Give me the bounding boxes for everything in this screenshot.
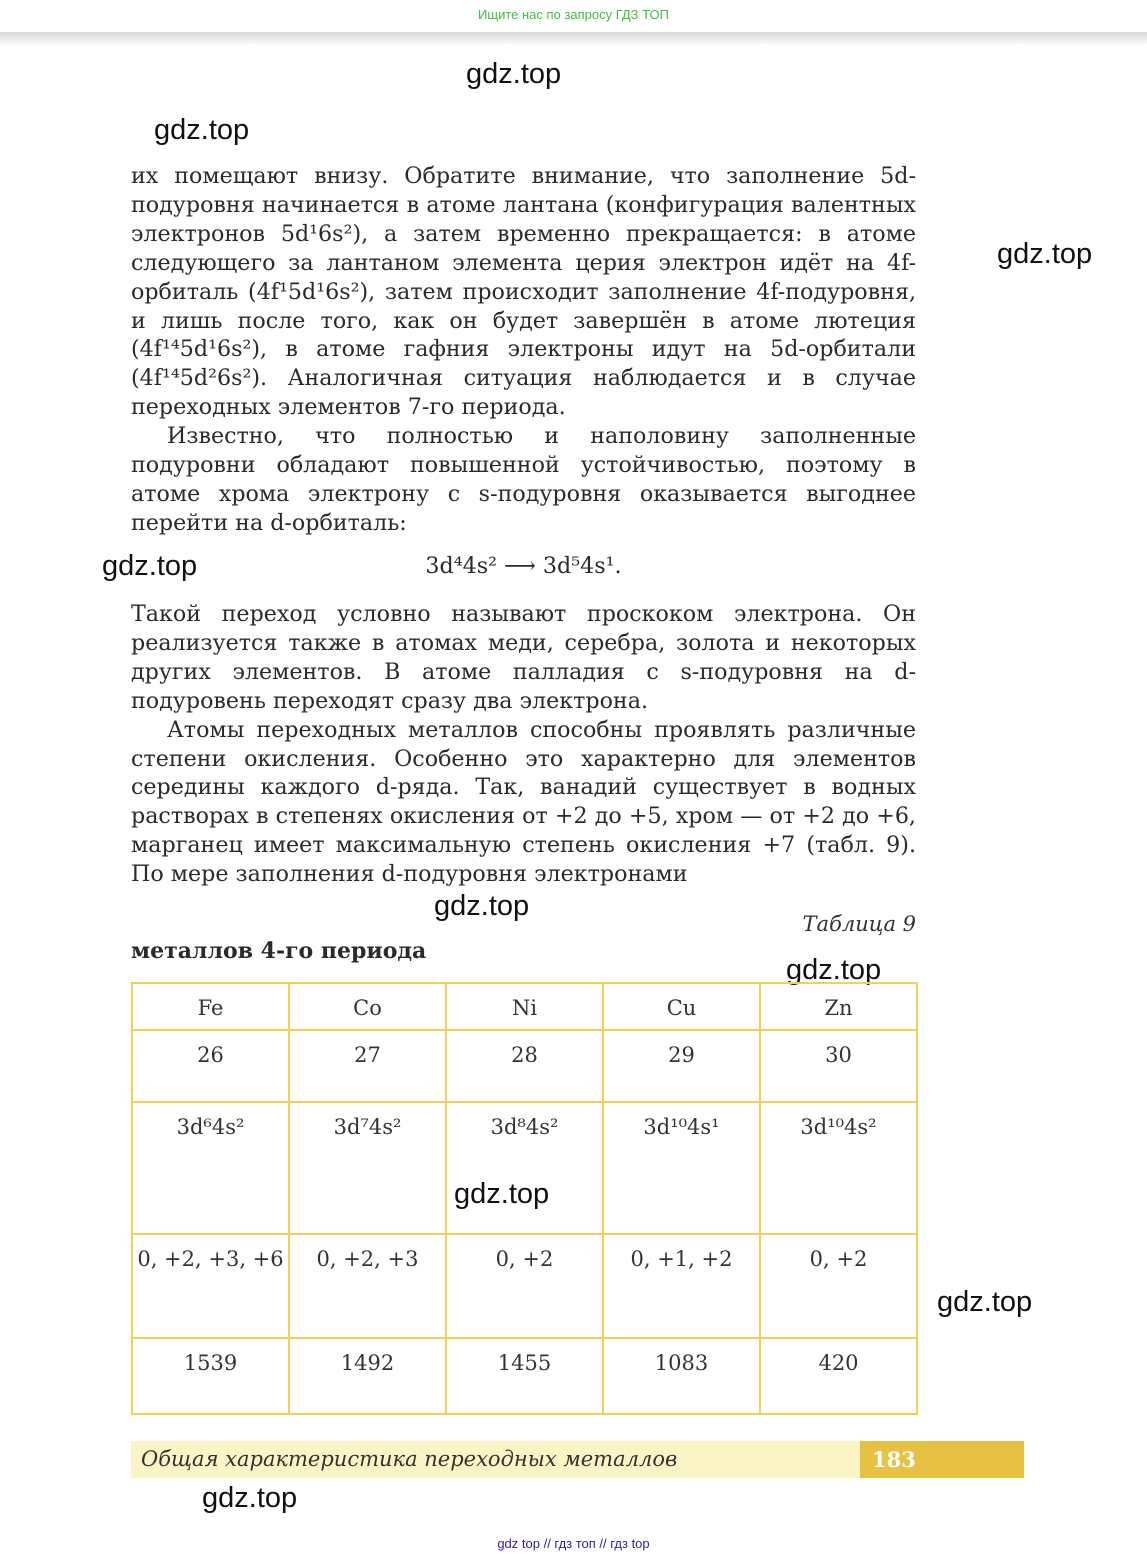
table-cell: 0, +2 (446, 1234, 603, 1338)
watermark: gdz.top (434, 890, 530, 922)
table-cell: 30 (760, 1030, 917, 1102)
table-cell: 1083 (603, 1338, 760, 1414)
watermark: gdz.top (102, 550, 198, 582)
watermark: gdz.top (786, 954, 882, 986)
watermark: gdz.top (454, 1178, 550, 1210)
top-banner[interactable]: Ищите нас по запросу ГДЗ ТОП (478, 7, 669, 22)
watermark: gdz.top (154, 114, 250, 146)
table-row-melting-point (132, 1338, 917, 1414)
table-cell: 0, +2 (760, 1234, 917, 1338)
table-cell: Fe (132, 983, 289, 1030)
watermark: gdz.top (202, 1482, 298, 1514)
table-cell: 1455 (446, 1338, 603, 1414)
watermark: gdz.top (937, 1286, 1033, 1318)
metals-table (131, 982, 918, 1415)
table-cell: 26 (132, 1030, 289, 1102)
top-shadow (0, 32, 1147, 46)
table-cell: 3d¹⁰4s² (760, 1102, 917, 1234)
paragraph-oxidation-states: Атомы переходных металлов способны проявлять различные степени окисления. Особенно это характерно для элементов середины каждого d-ряда. Так, ванадий существует в водных растворах в степенях окисления от +2 до +5, хром — от +2 до +6, марганец имеет максимальную степень окисления +7 (табл. 9). По мере заполнения d-подуровня электронами (131, 716, 916, 888)
table-row-oxidation (132, 1234, 917, 1338)
table-cell: 1492 (289, 1338, 446, 1414)
footer-title: Общая характеристика переходных металлов (141, 1447, 678, 1471)
table-cell: 0, +1, +2 (603, 1234, 760, 1338)
text-block-bottom (131, 600, 916, 889)
table-cell: 29 (603, 1030, 760, 1102)
table-cell: 0, +2, +3, +6 (132, 1234, 289, 1338)
table-cell: Ni (446, 983, 603, 1030)
table-cell: 3d¹⁰4s¹ (603, 1102, 760, 1234)
table-cell: 0, +2, +3 (289, 1234, 446, 1338)
table-row-symbol (132, 983, 917, 1030)
table-cell: Co (289, 983, 446, 1030)
table-cell: Cu (603, 983, 760, 1030)
table-cell: 420 (760, 1338, 917, 1414)
watermark: gdz.top (997, 238, 1093, 270)
table-cell: 28 (446, 1030, 603, 1102)
text-block-top (131, 162, 916, 538)
paragraph-lanthanum: их помещают внизу. Обратите внимание, что заполнение 5d-подуровня начинается в атоме лантана (конфигурация валентных электронов 5d¹6s²), а затем временно прекращается: в атоме следующего за лантаном элемента церия электрон идёт на 4f-орбиталь (4f¹5d¹6s²), затем происходит заполнение 4f-подуровня, и лишь после того, как он будет завершён в атоме лютеция (4f¹⁴5d¹6s²), в атоме гафния электроны идут на 5d-орбитали (4f¹⁴5d²6s²). Аналогичная ситуация наблюдается и в случае переходных элементов 7-го периода. (131, 163, 916, 421)
paragraph-chromium: Известно, что полностью и наполовину заполненные подуровни обладают повышенной устойчивостью, поэтому в атоме хрома электрону с s-подуровня оказывается выгоднее перейти на d-орбиталь: (131, 423, 916, 536)
table-cell: 3d⁸4s² (446, 1102, 603, 1234)
table-cell: 3d⁶4s² (132, 1102, 289, 1234)
table-cell: 1539 (132, 1338, 289, 1414)
page-number: 183 (860, 1441, 1024, 1478)
electron-jump-formula: 3d⁴4s² ⟶ 3d⁵4s¹. (425, 553, 622, 579)
table-cell: 3d⁷4s² (289, 1102, 446, 1234)
table-cell: 27 (289, 1030, 446, 1102)
watermark: gdz.top (466, 58, 562, 90)
table-row-configuration (132, 1102, 917, 1234)
paragraph-electron-jump: Такой переход условно называют проскоком электрона. Он реализуется также в атомах меди, серебра, золота и некоторых других элементов. В атоме палладия с s-подуровня на d-подуровень переходят сразу два электрона. (131, 601, 916, 714)
table-row-atomic-number (132, 1030, 917, 1102)
table-title: металлов 4-го периода (131, 938, 427, 964)
table-caption: Таблица 9 (802, 912, 916, 936)
table-cell: Zn (760, 983, 917, 1030)
bottom-banner[interactable]: gdz top // гдз топ // гдз top (497, 1536, 650, 1551)
